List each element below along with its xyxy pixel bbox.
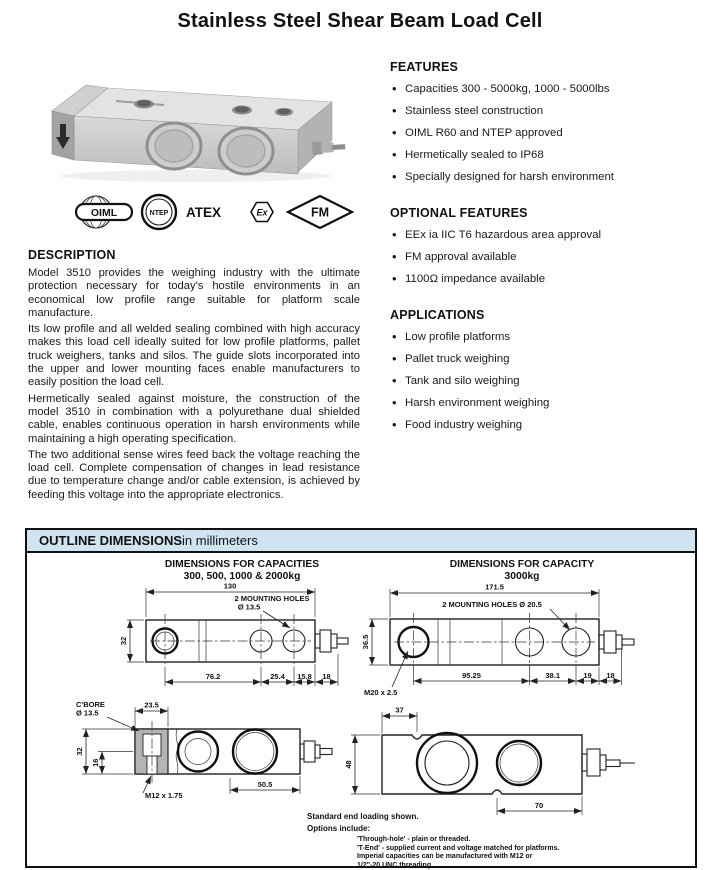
note-option: 1/2"-20 UNC threading: [357, 861, 432, 869]
left-drawings-title-line2: 300, 500, 1000 & 2000kg: [183, 571, 301, 582]
certification-logos: [66, 191, 360, 240]
dim-width: 23.5: [144, 700, 159, 710]
product-photo: [46, 54, 360, 189]
atex-label: ATEX: [186, 205, 222, 220]
note-standard-loading: Standard end loading shown.: [307, 812, 419, 821]
ntep-label: NTEP: [149, 210, 169, 217]
fm-logo: [288, 196, 352, 228]
right-drawings-title-line2: 3000kg: [504, 571, 540, 582]
ntep-logo: [142, 195, 176, 229]
cbore-label: C'BORE: [76, 700, 105, 709]
right-drawings-title-line1: DIMENSIONS FOR CAPACITY: [449, 559, 595, 570]
right-column: [390, 60, 700, 454]
mounting-holes-diameter: Ø 13.5: [237, 602, 261, 612]
dim-length: 70: [534, 801, 544, 810]
description-paragraph: Model 3510 provides the weighing industry with the ultimate protection necessary for today's hostile environments in an economical low profile range suitable for platform scale manufacture.: [28, 267, 360, 319]
note-options-include: Options include:: [307, 824, 371, 833]
optional-features-list: [390, 229, 700, 286]
dim-height: 32: [75, 747, 84, 756]
dim-seg: 15.8: [297, 672, 312, 681]
thread-label: M20 x 2.5: [364, 688, 398, 697]
dim-half-height: 16: [91, 758, 100, 767]
description-paragraph: The two additional sense wires feed back the voltage reaching the load cell. Complete compensation of changes in lead resistance due to temperature change and/or cable extension, is achieved by feeding this voltage into the appropriate electronics.: [28, 448, 360, 501]
dim-seg: 18: [606, 671, 615, 680]
feature-item: • Hermetically sealed to IP68: [390, 149, 700, 162]
application-item: • Pallet truck weighing: [390, 353, 700, 366]
dim-width: 37: [395, 705, 404, 715]
features-heading: FEATURES: [390, 60, 459, 74]
cable-gland: [312, 141, 345, 155]
note-option: Imperial capacities can be manufactured with M12 or: [357, 853, 533, 860]
left-drawings-title-line1: DIMENSIONS FOR CAPACITIES: [164, 559, 320, 570]
note-option: 'Through-hole' - plain or threaded.: [357, 836, 471, 843]
thread-label: M12 x 1.75: [145, 791, 183, 800]
feature-item: • Capacities 300 - 5000kg, 1000 - 5000lbs: [390, 83, 700, 96]
outline-dimensions-panel: [25, 528, 697, 868]
certification-logos-graphic: [66, 191, 358, 235]
drawing-notes: [307, 812, 647, 870]
side-view-3000kg-drawing: [337, 699, 697, 829]
dim-seg: 18: [322, 672, 331, 681]
features-list: [390, 83, 700, 184]
dim-seg: 95.25: [462, 671, 481, 680]
feature-item: • Specially designed for harsh environment: [390, 171, 700, 184]
atex-ex-label: Ex: [256, 207, 268, 218]
oiml-logo: [76, 196, 132, 228]
application-item: • Food industry weighing: [390, 419, 700, 432]
application-item: • Harsh environment weighing: [390, 397, 700, 410]
dim-width: 171.5: [485, 582, 504, 592]
cbore-diameter: Ø 13.5: [76, 708, 99, 718]
dim-height: 48: [344, 760, 353, 769]
page-title: Stainless Steel Shear Beam Load Cell: [177, 10, 543, 32]
left-column: [28, 50, 360, 505]
dim-seg: 19: [583, 671, 592, 680]
feature-item: • Stainless steel construction: [390, 105, 700, 118]
optional-features-heading: OPTIONAL FEATURES: [390, 206, 528, 220]
applications-heading: APPLICATIONS: [390, 308, 485, 322]
note-option: 'T-End' - supplied current and voltage matched for platforms.: [357, 844, 560, 852]
optional-feature-item: • 1100Ω impedance available: [390, 273, 700, 286]
fm-label: FM: [310, 205, 330, 220]
dim-seg: 25.4: [270, 672, 285, 681]
atex-logo: [186, 203, 273, 222]
outline-header-subtitle: in millimeters: [182, 533, 258, 548]
dim-seg: 38.1: [545, 671, 561, 680]
application-item: • Low profile platforms: [390, 331, 700, 344]
description-paragraph: Hermetically sealed against moisture, the construction of the model 3510 in combination with a polyurethane dual shielded cable, enables continuous operation in harsh environments while maintaining a high operating specification.: [28, 392, 360, 445]
dim-height: 32: [119, 636, 128, 646]
dim-seg: 76.2: [205, 672, 221, 681]
load-cell-photo-illustration: [46, 54, 346, 184]
feature-item: • OIML R60 and NTEP approved: [390, 127, 700, 140]
description-heading: DESCRIPTION: [28, 248, 116, 262]
outline-dimensions-header: [27, 530, 695, 553]
application-item: • Tank and silo weighing: [390, 375, 700, 388]
mounting-holes-note: 2 MOUNTING HOLES Ø 20.5: [442, 600, 542, 609]
oiml-label: OIML: [90, 207, 118, 219]
description-paragraph: Its low profile and all welded sealing combined with high accuracy makes this load cell ideally suited for low profile platforms, pallet truck weighers, tanks and silos. The guide slots incorporated into the upper and lower mounting faces enable manufacturers to easily position the load cell.: [28, 323, 360, 389]
side-view-2000kg-drawing: [30, 694, 340, 812]
outline-header-title: OUTLINE DIMENSIONS: [39, 533, 183, 548]
dim-width: 130: [223, 581, 237, 591]
mounting-holes-note: 2 MOUNTING HOLES: [234, 594, 310, 603]
description-section: [28, 248, 360, 502]
optional-feature-item: • EEx ia IIC T6 hazardous area approval: [390, 229, 700, 242]
dim-length: 50.5: [257, 780, 273, 789]
top-view-3000kg-drawing: [342, 577, 672, 707]
applications-list: [390, 331, 700, 432]
optional-feature-item: • FM approval available: [390, 251, 700, 264]
dim-height: 36.5: [361, 634, 370, 650]
